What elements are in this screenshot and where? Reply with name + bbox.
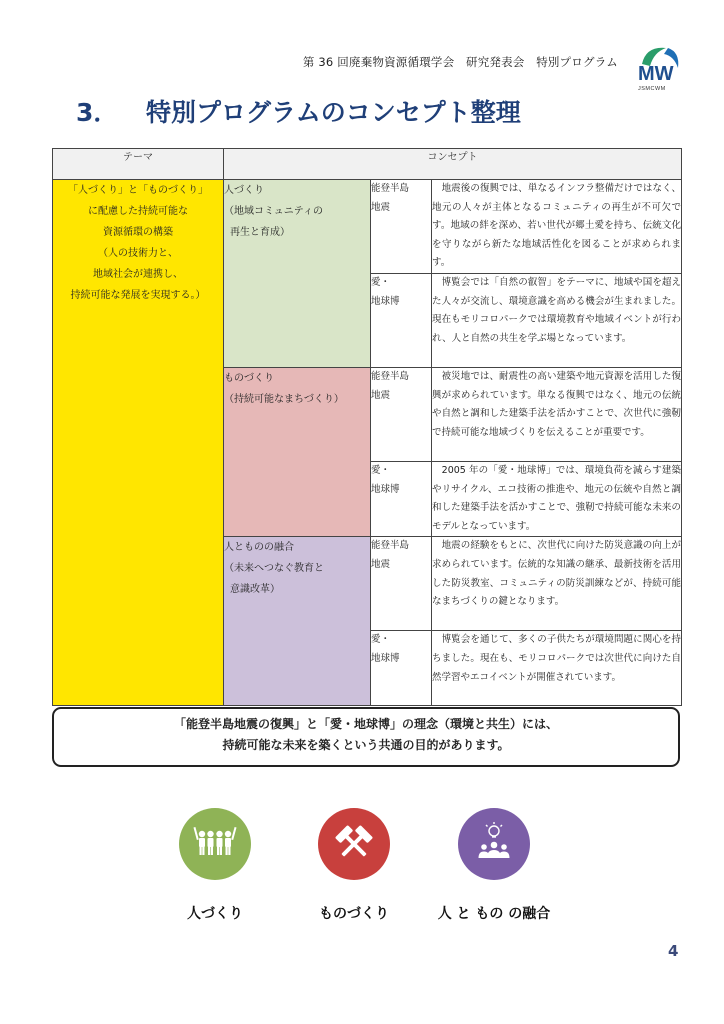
header-title: 第 36 回廃棄物資源循環学会 研究発表会 特別プログラム bbox=[302, 55, 618, 69]
page-header bbox=[0, 48, 724, 78]
summary-callout bbox=[52, 707, 680, 767]
jsmcwm-logo bbox=[632, 42, 684, 98]
column-header-theme: テーマ bbox=[53, 149, 224, 180]
description-cell: 博覧会を通じて、多くの子供たちが環境問題に関心を持ちました。現在も、モリコロパークでは次世代に向けた自然学習やエコイベントが開催されています。 bbox=[432, 631, 682, 706]
category-sub: （持続可能なまちづくり） bbox=[224, 394, 344, 405]
callout-line-1: 「能登半島地震の復興」と「愛・地球博」の理念（環境と共生）には、 bbox=[173, 717, 558, 731]
logo-subtitle: JSMCWM bbox=[638, 86, 666, 92]
icon-label-hitozukuri: 人づくり bbox=[187, 906, 243, 922]
concept-table bbox=[52, 148, 682, 706]
source-cell: 愛・ 地球博 bbox=[371, 274, 432, 368]
page-number: 4 bbox=[668, 942, 679, 960]
section-title bbox=[76, 93, 521, 129]
theme-cell: 「人づくり」と「ものづくり」 に配慮した持続可能な 資源循環の構築 （人の技術力と、 地域社会が連携し、 持続可能な発展を実現する。） bbox=[53, 180, 224, 706]
category-name: 人づくり bbox=[224, 185, 264, 196]
category-monozukuri bbox=[224, 368, 371, 537]
category-sub: 再生と育成） bbox=[230, 227, 290, 238]
description-cell: 地震後の復興では、単なるインフラ整備だけではなく、地元の人々が主体となるコミュニティの再生が不可欠です。地域の絆を深め、若い世代が郷土愛を持ち、伝統文化を守りながら新たな地域活性化を図ることが求められます。 bbox=[432, 180, 682, 274]
source-cell: 能登半島 地震 bbox=[371, 537, 432, 631]
description-cell: 博覧会では「自然の叡智」をテーマに、地域や国を超えた人々が交流し、環境意識を高める機会が生まれました。現在もモリコロパークでは環境教育や地域イベントが行われ、人と自然の共生を学ぶ場となっています。 bbox=[432, 274, 682, 368]
icon-label-fusion: 人 と もの の融合 bbox=[437, 906, 551, 922]
section-number: 3． bbox=[76, 98, 119, 127]
source-cell: 能登半島 地震 bbox=[371, 180, 432, 274]
category-name: ものづくり bbox=[224, 373, 274, 384]
category-sub: 意識改革） bbox=[230, 584, 280, 596]
section-title-text: 特別プログラムのコンセプト整理 bbox=[146, 98, 521, 127]
table-row bbox=[53, 180, 682, 274]
idea-team-icon bbox=[458, 808, 530, 880]
category-name: 人とものの融合 bbox=[224, 542, 294, 554]
source-cell: 愛・ 地球博 bbox=[371, 631, 432, 706]
category-hitozukuri bbox=[224, 180, 371, 368]
callout-line-2: 持続可能な未来を築くという共通の目的があります。 bbox=[222, 738, 510, 752]
svg-text:MW: MW bbox=[638, 63, 674, 85]
category-sub: （未来へつなぐ教育と bbox=[224, 563, 324, 575]
source-cell: 愛・ 地球博 bbox=[371, 462, 432, 537]
category-fusion bbox=[224, 537, 371, 706]
column-header-concept: コンセプト bbox=[224, 149, 682, 180]
people-group-icon bbox=[179, 808, 251, 880]
description-cell: 2005 年の「愛・地球博」では、環境負荷を減らす建築やリサイクル、エコ技術の推進や、地元の伝統や自然と調和した建築手法を活かすことで、強靭で持続可能な未来のモデルとなっています。 bbox=[432, 462, 682, 537]
description-cell: 被災地では、耐震性の高い建築や地元資源を活用した復興が求められています。単なる復興ではなく、地元の伝統や自然と調和した建築手法を活かすことで、次世代に強靭で持続可能な地域づくりを伝えることが重要です。 bbox=[432, 368, 682, 462]
icon-label-monozukuri: ものづくり bbox=[319, 906, 389, 922]
description-cell: 地震の経験をもとに、次世代に向けた防災意識の向上が求められています。伝統的な知識の継承、最新技術を活用した防災教室、コミュニティの防災訓練などが、持続可能なまちづくりの鍵となります。 bbox=[432, 537, 682, 631]
source-cell: 能登半島 地震 bbox=[371, 368, 432, 462]
hammer-tools-icon bbox=[318, 808, 390, 880]
category-sub: （地域コミュニティの bbox=[224, 206, 323, 217]
